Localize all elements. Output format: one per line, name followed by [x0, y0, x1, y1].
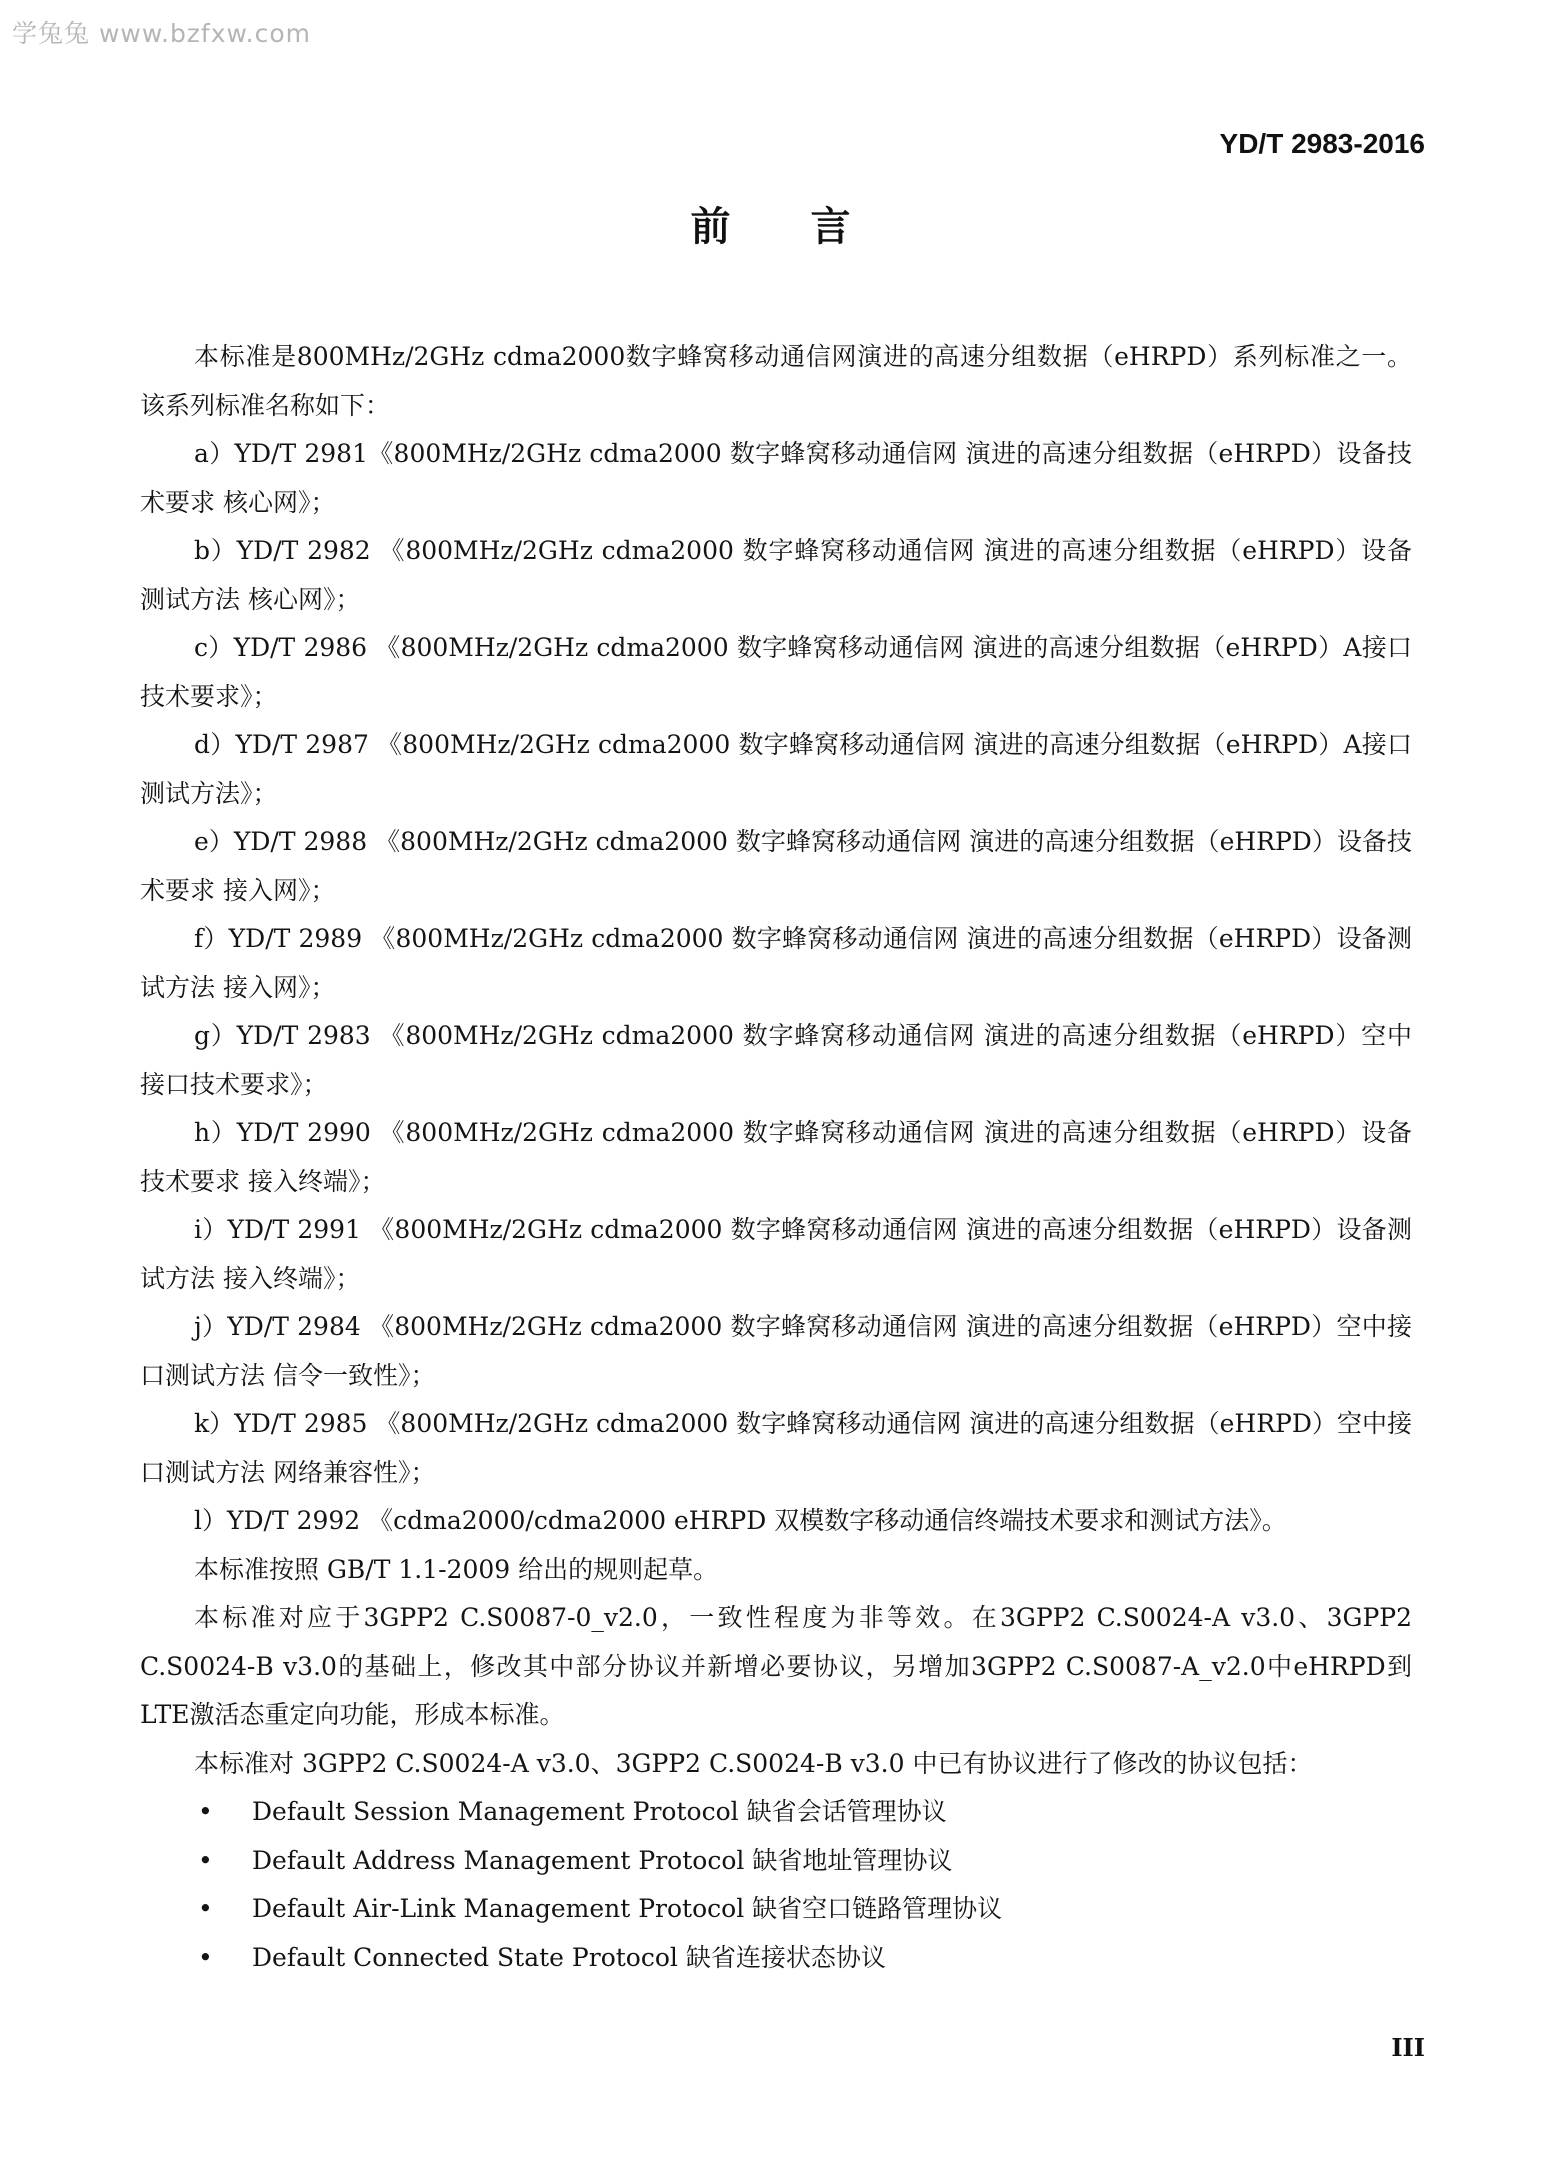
list-item: [140, 1788, 1412, 1837]
modified-protocols-intro: 本标准对 3GPP2 C.S0024-A v3.0、3GPP2 C.S0024-B v3.0 中已有协议进行了修改的协议包括：: [194, 1748, 1313, 1778]
series-item-h: h）YD/T 2990 《800MHz/2GHz cdma2000 数字蜂窝移动通信网 演进的高速分组数据（eHRPD）设备技术要求 接入终端》；: [140, 1118, 1412, 1196]
bullet-icon: •: [198, 1797, 213, 1826]
watermark-text: 学兔兔 www.bzfxw.com: [12, 19, 312, 48]
series-item-g: g）YD/T 2983 《800MHz/2GHz cdma2000 数字蜂窝移动通信网 演进的高速分组数据（eHRPD）空中接口技术要求》；: [140, 1021, 1412, 1099]
drafting-rule-paragraph: 本标准按照 GB/T 1.1-2009 给出的规则起草。: [194, 1554, 719, 1584]
protocol-name: Default Session Management Protocol 缺省会话管理协议: [252, 1797, 947, 1826]
series-item-c: c）YD/T 2986 《800MHz/2GHz cdma2000 数字蜂窝移动通信网 演进的高速分组数据（eHRPD）A接口技术要求》；: [140, 633, 1412, 711]
bullet-icon: •: [198, 1942, 213, 1972]
page-title: 前言: [690, 204, 931, 250]
list-item: [140, 1934, 1412, 1983]
series-item-e: e）YD/T 2988 《800MHz/2GHz cdma2000 数字蜂窝移动通信网 演进的高速分组数据（eHRPD）设备技术要求 接入网》；: [140, 827, 1412, 905]
series-item-i: i）YD/T 2991 《800MHz/2GHz cdma2000 数字蜂窝移动通信网 演进的高速分组数据（eHRPD）设备测试方法 接入终端》；: [140, 1215, 1412, 1293]
protocol-name: Default Connected State Protocol 缺省连接状态协议: [252, 1942, 886, 1972]
series-item-b: b）YD/T 2982 《800MHz/2GHz cdma2000 数字蜂窝移动通信网 演进的高速分组数据（eHRPD）设备测试方法 核心网》；: [140, 536, 1412, 614]
list-item: [140, 1885, 1412, 1934]
page-number: III: [1391, 2033, 1425, 2062]
bullet-icon: •: [198, 1894, 213, 1923]
protocol-name: Default Air-Link Management Protocol 缺省空口链路管理协议: [252, 1894, 1003, 1923]
protocol-name: Default Address Management Protocol 缺省地址管理协议: [252, 1845, 953, 1875]
series-item-l: l）YD/T 2992 《cdma2000/cdma2000 eHRPD 双模数字移动通信终端技术要求和测试方法》。: [194, 1506, 1287, 1535]
series-item-a: a）YD/T 2981《800MHz/2GHz cdma2000 数字蜂窝移动通信网 演进的高速分组数据（eHRPD）设备技术要求 核心网》；: [140, 439, 1412, 517]
bullet-icon: •: [198, 1845, 213, 1875]
series-item-d: d）YD/T 2987 《800MHz/2GHz cdma2000 数字蜂窝移动通信网 演进的高速分组数据（eHRPD）A接口测试方法》；: [140, 730, 1412, 808]
series-item-j: j）YD/T 2984 《800MHz/2GHz cdma2000 数字蜂窝移动通信网 演进的高速分组数据（eHRPD）空中接口测试方法 信令一致性》；: [140, 1312, 1412, 1390]
series-item-f: f）YD/T 2989 《800MHz/2GHz cdma2000 数字蜂窝移动通信网 演进的高速分组数据（eHRPD）设备测试方法 接入网》；: [140, 924, 1412, 1002]
intro-paragraph: 本标准是800MHz/2GHz cdma2000数字蜂窝移动通信网演进的高速分组数据（eHRPD）系列标准之一。该系列标准名称如下：: [140, 342, 1412, 420]
correspondence-paragraph: 本标准对应于3GPP2 C.S0087-0_v2.0，一致性程度为非等效。在3GPP2 C.S0024-A v3.0、3GPP2 C.S0024-B v3.0的基础上，修改其中部分协议并新增必要协议，另增加3GPP2 C.S0087-A_v2.0中eHRPD到LTE激活态重定向功能，形成本标准。: [140, 1603, 1412, 1729]
standard-code: YD/T 2983-2016: [1219, 128, 1425, 159]
list-item: [140, 1837, 1412, 1886]
series-item-k: k）YD/T 2985 《800MHz/2GHz cdma2000 数字蜂窝移动通信网 演进的高速分组数据（eHRPD）空中接口测试方法 网络兼容性》；: [140, 1409, 1412, 1487]
foreword-body: [140, 333, 1412, 1982]
modified-protocol-list: [140, 1788, 1412, 1982]
